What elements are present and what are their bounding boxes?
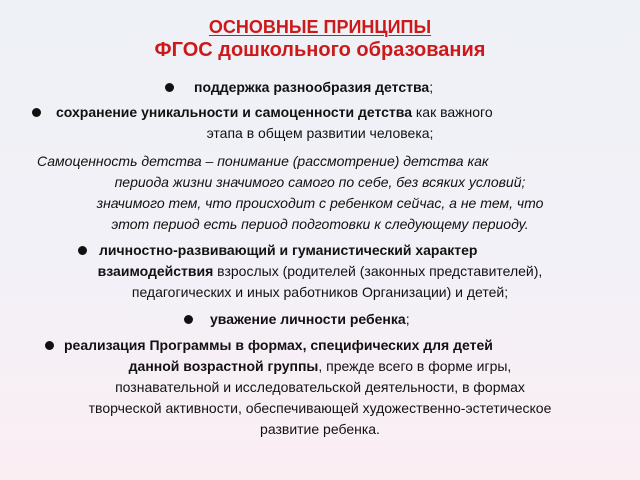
bullet-icon (45, 341, 54, 350)
definition-line: периода жизни значимого самого по себе, без всяких условий; (114, 174, 526, 190)
principle-5-cont: данной возрастной группы, прежде всего в форме игры, (128, 358, 512, 374)
principle-5-cont: творческой активности, обеспечивающей художественно-эстетическое (88, 400, 552, 416)
principle-1: поддержка разнообразия детства; (194, 79, 434, 95)
principle-3-cont: взаимодействия взрослых (родителей (законных представителей), (97, 263, 543, 279)
principle-3: личностно-развивающий и гуманистический характер (99, 242, 478, 258)
principle-3-cont: педагогических и иных работников Организации) и детей; (131, 284, 509, 300)
slide-title: ОСНОВНЫЕ ПРИНЦИПЫ (208, 17, 432, 37)
principle-5: реализация Программы в формах, специфических для детей (64, 337, 493, 353)
principle-4: уважение личности ребенка; (210, 311, 410, 327)
bullet-icon (165, 83, 174, 92)
definition-line: этот период есть период подготовки к следующему периоду. (111, 216, 529, 232)
bullet-icon (78, 246, 87, 255)
principle-2: сохранение уникальности и самоценности детства как важного (56, 104, 493, 120)
bullet-icon (184, 315, 193, 324)
principle-2-cont: этапа в общем развитии человека; (206, 125, 434, 141)
definition-line: значимого тем, что происходит с ребенком сейчас, а не тем, что (96, 195, 544, 211)
principle-5-cont: развитие ребенка. (260, 421, 380, 437)
definition-line: Самоценность детства – понимание (рассмотрение) детства как (37, 153, 489, 169)
bullet-icon (32, 108, 41, 117)
principle-5-cont: познавательной и исследовательской деятельности, в формах (115, 379, 525, 395)
slide-subtitle: ФГОС дошкольного образования (154, 39, 486, 61)
